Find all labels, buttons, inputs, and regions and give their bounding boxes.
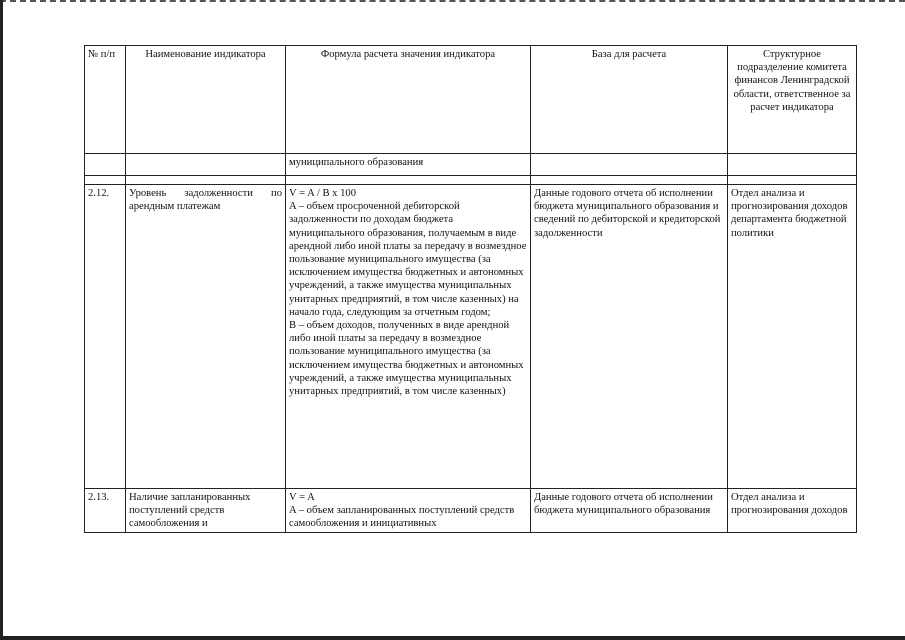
cell-responsible-unit: Отдел анализа и прогнозирования доходов департамента бюджетной политики (728, 185, 857, 489)
formula-variable-a: A – объем просроченной дебиторской задолженности по доходам бюджета муниципального образования, получаемым в виде арендной либо иной платы за передачу в возмездное пользование муниципального имущества (за исключением имущества бюджетных и автономных учреждений, а также имущества муниципальных унитарных предприятий, в том числе казенных) на начало года, следующим за отчетным годом; (289, 201, 527, 318)
cell-indicator-name: Уровень задолженности по арендным платежам (126, 185, 286, 489)
page-left-border (0, 0, 4, 640)
cell-base: Данные годового отчета об исполнении бюджета муниципального образования и сведений по дебиторской и кредиторской задолженности (531, 185, 728, 489)
cell-formula-continuation: муниципального образования (286, 154, 531, 176)
cell-indicator-name: Наличие запланированных поступлений средств самообложения и (126, 489, 286, 533)
formula-variable-b: B – объем доходов, полученных в виде арендной либо иной платы за передачу в возмездное пользование муниципального имущества (за исключением имущества бюджетных и автономных учреждений, а также имущества муниципальных унитарных предприятий, в том числе казенных) (289, 320, 524, 398)
header-number: № п/п (85, 46, 126, 154)
header-indicator-name: Наименование индикатора (126, 46, 286, 154)
table-row-continuation (85, 154, 857, 176)
formula-expression: V = A / B x 100 (289, 188, 357, 199)
table-row (85, 185, 857, 489)
cell-number: 2.13. (85, 489, 126, 533)
formula-expression: V = A (289, 492, 315, 503)
table-header-row (85, 46, 857, 154)
cell-formula (286, 185, 531, 489)
formula-variable-a: A – объем запланированных поступлений средств самообложения и инициативных (289, 505, 515, 530)
header-formula: Формула расчета значения индикатора (286, 46, 531, 154)
indicator-table (84, 45, 857, 533)
cell-empty (85, 154, 126, 176)
page-top-border (0, 0, 905, 4)
cell-empty (728, 154, 857, 176)
table-row-spacer (85, 176, 857, 185)
cell-formula (286, 489, 531, 533)
header-responsible-unit: Структурное подразделение комитета финансов Ленинградской области, ответственное за расчет индикатора (728, 46, 857, 154)
cell-base: Данные годового отчета об исполнении бюджета муниципального образования (531, 489, 728, 533)
cell-empty (531, 154, 728, 176)
page-bottom-border (0, 634, 905, 640)
cell-empty (126, 154, 286, 176)
table-row (85, 489, 857, 533)
cell-number: 2.12. (85, 185, 126, 489)
cell-responsible-unit: Отдел анализа и прогнозирования доходов (728, 489, 857, 533)
header-base: База для расчета (531, 46, 728, 154)
